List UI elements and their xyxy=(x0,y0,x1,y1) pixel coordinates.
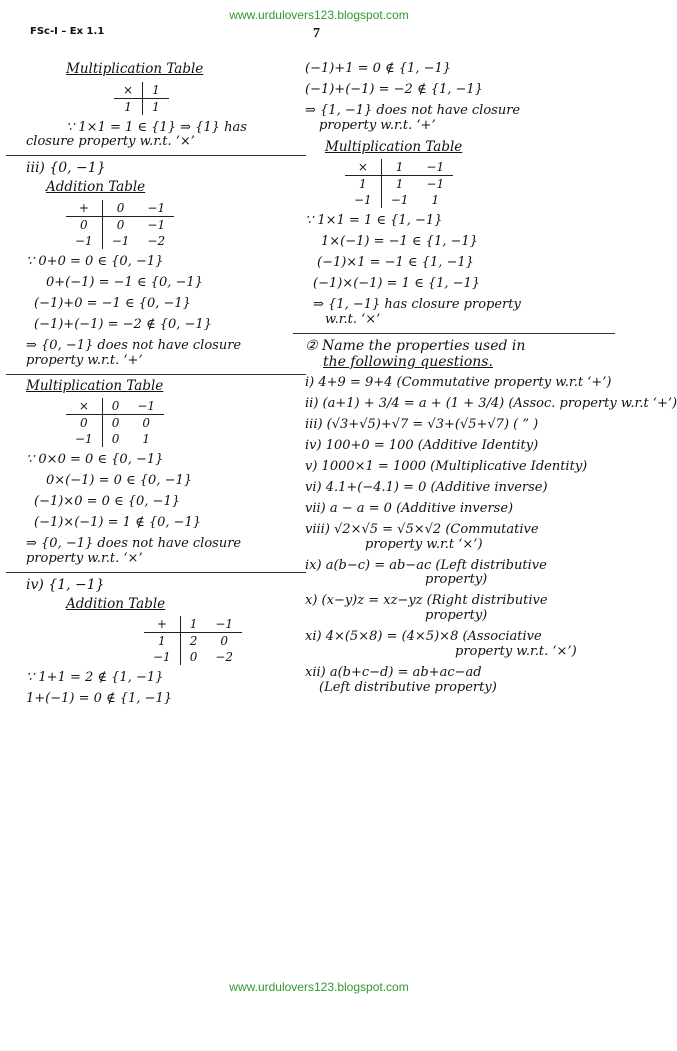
question-2-line-2: the following questions. xyxy=(323,353,493,370)
table-cell: −2 xyxy=(147,234,166,248)
add3-line-2: 0+(−1) = −1 ∈ {0, −1} xyxy=(46,274,203,290)
table-cell: × xyxy=(345,159,381,176)
table-cell: −1 xyxy=(426,177,445,192)
right-line-1: (−1)+1 = 0 ∉ {1, −1} xyxy=(305,61,452,76)
table-cell: 2 xyxy=(189,634,198,649)
table-cell: 0 xyxy=(102,398,128,415)
table-cell: −1 xyxy=(390,193,409,208)
table-cell: + xyxy=(66,200,102,217)
divider xyxy=(293,333,615,334)
table-cell: 1 xyxy=(180,616,206,633)
list-item: v) 1000×1 = 1000 (Multiplicative Identity) xyxy=(305,458,588,474)
add4-line-1: ∵ 1+1 = 2 ∉ {1, −1} xyxy=(26,670,164,686)
divider xyxy=(6,572,306,573)
table-cell: 0 xyxy=(102,200,138,217)
mul3-title: Multiplication Table xyxy=(26,377,164,394)
list-item: i) 4+9 = 9+4 (Commutative property w.r.t ‘+’) xyxy=(305,375,612,391)
list-item: ix) a(b−c) = ab−ac (Left distributive xyxy=(305,557,547,573)
table-cell: × xyxy=(66,398,102,415)
table-row xyxy=(66,415,164,432)
mul4-title: Multiplication Table xyxy=(325,138,463,155)
table-cell: 1 xyxy=(143,82,169,99)
table-row xyxy=(66,233,174,249)
table-row xyxy=(345,192,453,208)
table-row xyxy=(114,82,169,99)
mul4-line-4: (−1)×(−1) = 1 ∈ {1, −1} xyxy=(313,276,481,292)
table-cell: 0 xyxy=(111,416,120,431)
table-cell: −1 xyxy=(147,218,166,232)
table-row xyxy=(345,159,453,176)
mul4-line-3: (−1)×1 = −1 ∈ {1, −1} xyxy=(317,255,474,271)
table-cell: 1 xyxy=(144,633,180,650)
table-cell: 0 xyxy=(116,218,125,232)
table-row xyxy=(345,176,453,193)
table-row xyxy=(144,616,242,633)
table-cell: −1 xyxy=(66,233,102,249)
table-row xyxy=(144,633,242,650)
table-row xyxy=(66,431,164,447)
mul4-table xyxy=(345,159,453,208)
table-cell: 1 xyxy=(345,176,381,193)
table-cell: 0 xyxy=(111,432,120,447)
mul3-line-4: (−1)×(−1) = 1 ∉ {0, −1} xyxy=(34,514,202,530)
list-item: property) xyxy=(425,608,488,624)
right-line-3: ⇒ {1, −1} does not have closure xyxy=(305,102,521,118)
mul3-table xyxy=(66,398,164,447)
list-item: viii) √2×√5 = √5×√2 (Commutative xyxy=(305,521,539,537)
list-item: xi) 4×(5×8) = (4×5)×8 (Associative xyxy=(305,629,542,645)
mul4-line-1: ∵ 1×1 = 1 ∈ {1, −1} xyxy=(305,213,443,229)
table-row xyxy=(66,200,174,217)
list-item: ii) (a+1) + 3/4 = a + (1 + 3/4) (Assoc. property w.r.t ‘+’) xyxy=(305,396,677,412)
list-item: iv) 100+0 = 100 (Additive Identity) xyxy=(305,437,539,453)
part-4-heading: iv) {1, −1} xyxy=(26,576,105,593)
footer-url[interactable]: www.urdulovers123.blogspot.com xyxy=(229,980,409,994)
table-cell: −1 xyxy=(417,159,453,176)
mul1-title: Multiplication Table xyxy=(66,61,204,77)
list-item: vii) a − a = 0 (Additive inverse) xyxy=(305,500,514,516)
add3-line-6: property w.r.t. ‘+’ xyxy=(26,352,143,368)
table-cell: 1 xyxy=(152,99,160,114)
table-cell: 1 xyxy=(395,177,404,192)
table-cell: × xyxy=(114,82,143,99)
add4-title: Addition Table xyxy=(66,595,166,612)
table-cell: 1 xyxy=(431,193,440,208)
table-cell: −1 xyxy=(206,616,242,633)
add3-line-1: ∵ 0+0 = 0 ∈ {0, −1} xyxy=(26,254,164,269)
list-item: property) xyxy=(425,572,488,588)
part-3-heading: iii) {0, −1} xyxy=(26,160,106,177)
list-item: iii) (√3+√5)+√7 = √3+(√5+√7) ( ” ) xyxy=(305,416,539,432)
add4-table xyxy=(144,616,242,665)
right-column xyxy=(305,61,677,702)
add3-line-4: (−1)+(−1) = −2 ∉ {0, −1} xyxy=(34,316,212,332)
list-item: x) (x−y)z = xz−yz (Right distributive xyxy=(305,593,548,609)
mul3-line-5: ⇒ {0, −1} does not have closure xyxy=(26,535,242,551)
list-item: xii) a(b+c−d) = ab+ac−ad xyxy=(305,665,482,681)
table-cell: −1 xyxy=(66,431,102,447)
list-item: property w.r.t. ‘×’) xyxy=(455,644,577,660)
page-number: 7 xyxy=(313,26,320,41)
table-cell: −1 xyxy=(144,649,180,665)
table-row xyxy=(66,398,164,415)
table-cell: 1 xyxy=(381,159,417,176)
table-cell: −2 xyxy=(215,650,234,665)
table-cell: + xyxy=(144,616,180,633)
add4-line-2: 1+(−1) = 0 ∉ {1, −1} xyxy=(26,691,173,707)
table-cell: −1 xyxy=(111,234,130,248)
table-cell: −1 xyxy=(128,398,164,415)
divider xyxy=(6,155,306,156)
table-cell: 0 xyxy=(66,415,102,432)
mul3-line-6: property w.r.t. ‘×’ xyxy=(26,550,143,566)
list-item: (Left distributive property) xyxy=(319,680,497,696)
mul1-table xyxy=(114,82,169,115)
list-item: property w.r.t ‘×’) xyxy=(365,536,483,552)
mul4-line-5: ⇒ {1, −1} has closure property xyxy=(313,297,521,313)
mul3-line-3: (−1)×0 = 0 ∈ {0, −1} xyxy=(34,494,181,510)
add3-line-5: ⇒ {0, −1} does not have closure xyxy=(26,337,242,353)
table-row xyxy=(144,649,242,665)
table-cell: 1 xyxy=(114,98,143,115)
table-cell: −1 xyxy=(138,200,174,217)
right-line-4: property w.r.t. ‘+’ xyxy=(319,117,436,133)
mul3-line-1: ∵ 0×0 = 0 ∈ {0, −1} xyxy=(26,452,164,468)
table-cell: 1 xyxy=(142,432,151,447)
header-label: FSc-I – Ex 1.1 xyxy=(30,26,105,37)
mul1-line-1: ∵ 1×1 = 1 ∈ {1} ⇒ {1} has xyxy=(66,119,247,135)
question-2-line-1: ② Name the properties used in xyxy=(305,337,526,354)
table-cell: 0 xyxy=(142,416,151,431)
add3-table xyxy=(66,200,174,249)
mul1-line-2: closure property w.r.t. ‘×’ xyxy=(26,134,195,150)
table-row xyxy=(114,98,169,115)
list-item: vi) 4.1+(−4.1) = 0 (Additive inverse) xyxy=(305,479,548,495)
mul4-line-6: w.r.t. ‘×’ xyxy=(325,311,381,327)
add3-title: Addition Table xyxy=(46,179,146,196)
table-cell: 0 xyxy=(220,634,229,649)
add3-line-3: (−1)+0 = −1 ∈ {0, −1} xyxy=(34,295,191,311)
header-url[interactable]: www.urdulovers123.blogspot.com xyxy=(229,8,409,22)
mul4-line-2: 1×(−1) = −1 ∈ {1, −1} xyxy=(321,234,478,250)
table-cell: 0 xyxy=(66,217,102,234)
right-line-2: (−1)+(−1) = −2 ∉ {1, −1} xyxy=(305,81,483,97)
left-column xyxy=(26,62,296,713)
table-row xyxy=(66,217,174,234)
table-cell: 0 xyxy=(189,650,198,665)
mul3-line-2: 0×(−1) = 0 ∈ {0, −1} xyxy=(46,473,193,489)
divider xyxy=(6,374,306,375)
table-cell: −1 xyxy=(345,192,381,208)
